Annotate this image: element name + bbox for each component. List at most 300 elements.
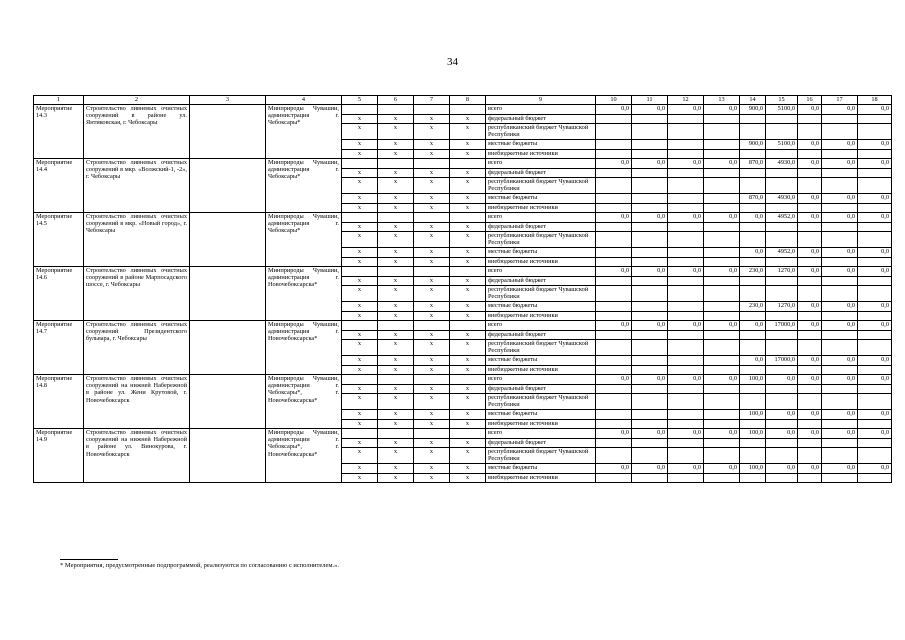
value-cell <box>740 330 766 340</box>
value-cell: 0,0 <box>858 302 892 312</box>
funding-source-label: местные бюджеты <box>486 356 596 366</box>
x-mark: x <box>378 124 414 140</box>
value-cell: 0,0 <box>822 159 858 169</box>
value-cell: 100,0 <box>740 429 766 439</box>
column-header: 14 <box>740 96 766 105</box>
footnote: * Мероприятия, предусмотренные подпрограммой, реализуются по согласованию с исполнителем.». <box>60 562 340 569</box>
value-cell <box>766 340 798 356</box>
value-cell <box>822 330 858 340</box>
value-cell <box>858 384 892 394</box>
x-mark: x <box>450 149 486 159</box>
value-cell <box>858 286 892 302</box>
value-cell <box>668 302 704 312</box>
value-cell <box>704 330 740 340</box>
empty-cell <box>342 267 378 277</box>
value-cell <box>740 149 766 159</box>
value-cell: 0,0 <box>822 410 858 420</box>
x-mark: x <box>378 438 414 448</box>
funding-source-label: федеральный бюджет <box>486 114 596 124</box>
value-cell: 0,0 <box>822 140 858 150</box>
value-cell <box>668 140 704 150</box>
value-cell: 0,0 <box>822 464 858 474</box>
value-cell <box>766 149 798 159</box>
x-mark: x <box>378 248 414 258</box>
funding-source-label: всего <box>486 213 596 223</box>
x-mark: x <box>378 222 414 232</box>
value-cell <box>668 340 704 356</box>
value-cell: 0,0 <box>858 140 892 150</box>
funding-source-label: федеральный бюджет <box>486 438 596 448</box>
column-header: 4 <box>266 96 342 105</box>
empty-cell <box>450 267 486 277</box>
x-mark: x <box>378 419 414 429</box>
value-cell <box>766 222 798 232</box>
value-cell <box>822 340 858 356</box>
x-mark: x <box>450 438 486 448</box>
funding-source-label: республиканский бюджет Чувашской Республики <box>486 286 596 302</box>
value-cell <box>596 448 632 464</box>
empty-cell <box>378 429 414 439</box>
value-cell <box>766 438 798 448</box>
value-cell <box>632 330 668 340</box>
column-header: 3 <box>190 96 266 105</box>
value-cell <box>822 232 858 248</box>
value-cell <box>822 394 858 410</box>
value-cell <box>632 356 668 366</box>
executor: Минприроды Чувашии, администрации г. Чебоксары*, г. Новочебоксарска* <box>266 429 342 483</box>
value-cell <box>798 311 822 321</box>
value-cell <box>596 302 632 312</box>
table-row <box>34 105 892 115</box>
value-cell <box>704 419 740 429</box>
empty-cell <box>378 213 414 223</box>
x-mark: x <box>450 384 486 394</box>
value-cell: 0,0 <box>596 105 632 115</box>
x-mark: x <box>342 194 378 204</box>
value-cell <box>858 124 892 140</box>
x-mark: x <box>378 232 414 248</box>
value-cell: 0,0 <box>858 248 892 258</box>
value-cell <box>596 194 632 204</box>
value-cell <box>858 203 892 213</box>
value-cell <box>766 286 798 302</box>
value-cell: 870,0 <box>740 159 766 169</box>
value-cell: 0,0 <box>798 213 822 223</box>
value-cell: 5100,0 <box>766 105 798 115</box>
activity-title: Строительство ливневых очистных сооружений в районе Марпосадского шоссе, г. Чебоксары <box>84 267 190 321</box>
funding-source-label: республиканский бюджет Чувашской Республики <box>486 124 596 140</box>
value-cell <box>668 473 704 483</box>
value-cell <box>668 330 704 340</box>
value-cell <box>858 276 892 286</box>
value-cell <box>704 438 740 448</box>
x-mark: x <box>342 203 378 213</box>
x-mark: x <box>342 114 378 124</box>
empty-cell <box>190 429 266 483</box>
value-cell: 0,0 <box>822 248 858 258</box>
value-cell <box>740 114 766 124</box>
funding-source-label: федеральный бюджет <box>486 330 596 340</box>
activity-title: Строительство ливневых очистных сооружений в районе ул. Янтиковская, г. Чебоксары <box>84 105 190 159</box>
value-cell: 0,0 <box>668 464 704 474</box>
value-cell <box>596 114 632 124</box>
value-cell: 0,0 <box>798 194 822 204</box>
value-cell <box>740 222 766 232</box>
empty-cell <box>342 321 378 331</box>
value-cell <box>596 222 632 232</box>
empty-cell <box>190 267 266 321</box>
executor: Минприроды Чувашии, администрация г. Чебоксары* <box>266 105 342 159</box>
value-cell <box>798 168 822 178</box>
value-cell <box>632 302 668 312</box>
value-cell <box>822 438 858 448</box>
value-cell <box>704 232 740 248</box>
x-mark: x <box>450 394 486 410</box>
value-cell <box>632 194 668 204</box>
value-cell <box>766 365 798 375</box>
x-mark: x <box>378 394 414 410</box>
value-cell: 0,0 <box>632 321 668 331</box>
empty-cell <box>190 375 266 429</box>
x-mark: x <box>450 124 486 140</box>
value-cell <box>798 232 822 248</box>
value-cell: 0,0 <box>858 194 892 204</box>
funding-source-label: республиканский бюджет Чувашской Республики <box>486 448 596 464</box>
value-cell: 0,0 <box>798 248 822 258</box>
funding-source-label: федеральный бюджет <box>486 222 596 232</box>
table-row <box>34 267 892 277</box>
value-cell <box>740 257 766 267</box>
value-cell <box>822 448 858 464</box>
x-mark: x <box>378 257 414 267</box>
value-cell <box>798 365 822 375</box>
x-mark: x <box>414 168 450 178</box>
value-cell <box>740 365 766 375</box>
value-cell <box>766 203 798 213</box>
funding-source-label: всего <box>486 375 596 385</box>
value-cell <box>858 311 892 321</box>
value-cell: 0,0 <box>798 429 822 439</box>
value-cell: 0,0 <box>822 356 858 366</box>
x-mark: x <box>378 286 414 302</box>
empty-cell <box>378 267 414 277</box>
value-cell <box>668 356 704 366</box>
footnote-divider <box>60 559 118 560</box>
activity-title: Строительство ливневых очистных сооружений на нижней Набережной в районе ул. Винокурова, г. Новочебоксарск <box>84 429 190 483</box>
value-cell: 0,0 <box>668 321 704 331</box>
funding-source-label: всего <box>486 159 596 169</box>
funding-source-label: внебюджетные источники <box>486 473 596 483</box>
value-cell <box>858 257 892 267</box>
x-mark: x <box>450 178 486 194</box>
column-header: 11 <box>632 96 668 105</box>
x-mark: x <box>378 330 414 340</box>
value-cell <box>798 203 822 213</box>
empty-cell <box>342 159 378 169</box>
value-cell <box>704 410 740 420</box>
value-cell: 230,0 <box>740 267 766 277</box>
value-cell <box>858 114 892 124</box>
empty-cell <box>450 321 486 331</box>
value-cell <box>740 203 766 213</box>
x-mark: x <box>342 178 378 194</box>
value-cell <box>668 448 704 464</box>
funding-source-label: всего <box>486 321 596 331</box>
value-cell <box>596 149 632 159</box>
x-mark: x <box>378 384 414 394</box>
value-cell <box>704 248 740 258</box>
value-cell: 1270,0 <box>766 267 798 277</box>
value-cell <box>858 340 892 356</box>
value-cell <box>740 448 766 464</box>
value-cell: 0,0 <box>822 194 858 204</box>
value-cell <box>858 438 892 448</box>
executor: Минприроды Чувашии, администрации г. Чебоксары*, г. Новочебоксарска* <box>266 375 342 429</box>
x-mark: x <box>450 311 486 321</box>
value-cell <box>740 276 766 286</box>
value-cell <box>596 438 632 448</box>
value-cell <box>798 340 822 356</box>
x-mark: x <box>378 302 414 312</box>
x-mark: x <box>378 194 414 204</box>
value-cell <box>596 473 632 483</box>
budget-table <box>33 95 892 483</box>
value-cell: 0,0 <box>798 321 822 331</box>
x-mark: x <box>450 340 486 356</box>
x-mark: x <box>450 286 486 302</box>
x-mark: x <box>342 276 378 286</box>
value-cell <box>668 257 704 267</box>
value-cell <box>704 340 740 356</box>
value-cell: 0,0 <box>798 302 822 312</box>
funding-source-label: местные бюджеты <box>486 194 596 204</box>
value-cell <box>766 419 798 429</box>
value-cell <box>858 473 892 483</box>
value-cell: 0,0 <box>596 213 632 223</box>
value-cell <box>668 276 704 286</box>
x-mark: x <box>414 178 450 194</box>
x-mark: x <box>342 464 378 474</box>
value-cell <box>596 140 632 150</box>
x-mark: x <box>342 140 378 150</box>
value-cell <box>668 248 704 258</box>
activity-id: Мероприятие 14.9 <box>34 429 84 483</box>
funding-source-label: внебюджетные источники <box>486 365 596 375</box>
value-cell: 0,0 <box>668 267 704 277</box>
empty-cell <box>190 105 266 159</box>
empty-cell <box>378 105 414 115</box>
value-cell <box>798 384 822 394</box>
value-cell <box>740 168 766 178</box>
value-cell <box>740 124 766 140</box>
value-cell <box>632 124 668 140</box>
value-cell <box>596 203 632 213</box>
value-cell <box>704 302 740 312</box>
executor: Минприроды Чувашии, администрация г. Чебоксары* <box>266 159 342 213</box>
x-mark: x <box>450 302 486 312</box>
x-mark: x <box>378 410 414 420</box>
value-cell <box>668 203 704 213</box>
x-mark: x <box>342 384 378 394</box>
funding-source-label: внебюджетные источники <box>486 311 596 321</box>
x-mark: x <box>378 340 414 356</box>
value-cell <box>858 419 892 429</box>
x-mark: x <box>378 276 414 286</box>
x-mark: x <box>414 140 450 150</box>
value-cell: 0,0 <box>858 213 892 223</box>
x-mark: x <box>414 232 450 248</box>
value-cell <box>632 257 668 267</box>
value-cell: 230,0 <box>740 302 766 312</box>
value-cell <box>858 365 892 375</box>
value-cell <box>668 438 704 448</box>
x-mark: x <box>450 203 486 213</box>
x-mark: x <box>414 464 450 474</box>
value-cell <box>704 124 740 140</box>
x-mark: x <box>414 203 450 213</box>
empty-cell <box>342 429 378 439</box>
x-mark: x <box>450 248 486 258</box>
value-cell: 0,0 <box>704 375 740 385</box>
column-header: 18 <box>858 96 892 105</box>
value-cell <box>822 168 858 178</box>
x-mark: x <box>414 114 450 124</box>
value-cell: 900,0 <box>740 140 766 150</box>
value-cell <box>740 178 766 194</box>
value-cell <box>822 365 858 375</box>
value-cell <box>822 473 858 483</box>
empty-cell <box>378 321 414 331</box>
x-mark: x <box>450 232 486 248</box>
value-cell <box>740 419 766 429</box>
value-cell <box>632 203 668 213</box>
x-mark: x <box>414 384 450 394</box>
column-header: 2 <box>84 96 190 105</box>
activity-id: Мероприятие 14.5 <box>34 213 84 267</box>
column-header: 6 <box>378 96 414 105</box>
value-cell <box>766 124 798 140</box>
value-cell <box>704 311 740 321</box>
x-mark: x <box>342 311 378 321</box>
value-cell: 17000,0 <box>766 321 798 331</box>
value-cell <box>632 232 668 248</box>
value-cell: 0,0 <box>668 375 704 385</box>
x-mark: x <box>378 168 414 178</box>
value-cell <box>668 124 704 140</box>
value-cell <box>766 257 798 267</box>
value-cell: 0,0 <box>822 302 858 312</box>
x-mark: x <box>450 365 486 375</box>
empty-cell <box>378 375 414 385</box>
column-header: 13 <box>704 96 740 105</box>
value-cell: 0,0 <box>704 159 740 169</box>
table-row <box>34 375 892 385</box>
value-cell <box>704 473 740 483</box>
value-cell <box>766 473 798 483</box>
activity-id: Мероприятие 14.7 <box>34 321 84 375</box>
value-cell <box>668 394 704 410</box>
value-cell <box>632 394 668 410</box>
column-header: 7 <box>414 96 450 105</box>
value-cell <box>632 149 668 159</box>
funding-source-label: федеральный бюджет <box>486 276 596 286</box>
value-cell: 0,0 <box>596 375 632 385</box>
x-mark: x <box>342 149 378 159</box>
value-cell <box>798 124 822 140</box>
empty-cell <box>414 267 450 277</box>
activity-title: Строительство ливневых очистных сооружений на нижней Набережной в районе ул. Жени Крутовой, г. Новочебоксарск <box>84 375 190 429</box>
value-cell: 0,0 <box>632 429 668 439</box>
value-cell: 4952,0 <box>766 213 798 223</box>
value-cell: 0,0 <box>632 375 668 385</box>
value-cell <box>596 168 632 178</box>
x-mark: x <box>414 473 450 483</box>
value-cell <box>740 473 766 483</box>
funding-source-label: местные бюджеты <box>486 464 596 474</box>
value-cell: 0,0 <box>704 321 740 331</box>
value-cell <box>596 419 632 429</box>
value-cell: 0,0 <box>704 429 740 439</box>
value-cell: 900,0 <box>740 105 766 115</box>
value-cell <box>704 356 740 366</box>
value-cell <box>632 410 668 420</box>
value-cell: 0,0 <box>632 105 668 115</box>
value-cell: 0,0 <box>798 356 822 366</box>
x-mark: x <box>342 473 378 483</box>
value-cell: 100,0 <box>740 464 766 474</box>
x-mark: x <box>450 257 486 267</box>
x-mark: x <box>378 311 414 321</box>
value-cell <box>798 473 822 483</box>
funding-source-label: федеральный бюджет <box>486 384 596 394</box>
x-mark: x <box>450 140 486 150</box>
value-cell <box>596 384 632 394</box>
x-mark: x <box>414 394 450 410</box>
value-cell <box>596 232 632 248</box>
value-cell: 0,0 <box>858 375 892 385</box>
x-mark: x <box>378 365 414 375</box>
value-cell: 4930,0 <box>766 159 798 169</box>
value-cell <box>704 365 740 375</box>
x-mark: x <box>450 194 486 204</box>
value-cell <box>822 419 858 429</box>
x-mark: x <box>378 114 414 124</box>
x-mark: x <box>342 365 378 375</box>
value-cell <box>798 149 822 159</box>
value-cell: 4930,0 <box>766 194 798 204</box>
empty-cell <box>450 375 486 385</box>
x-mark: x <box>450 356 486 366</box>
value-cell <box>668 114 704 124</box>
funding-source-label: всего <box>486 267 596 277</box>
page-number: 34 <box>447 56 458 68</box>
activity-id: Мероприятие 14.6 <box>34 267 84 321</box>
activity-id: Мероприятие 14.3 <box>34 105 84 159</box>
value-cell <box>596 286 632 302</box>
value-cell <box>596 311 632 321</box>
value-cell <box>704 194 740 204</box>
funding-source-label: внебюджетные источники <box>486 203 596 213</box>
value-cell <box>704 178 740 194</box>
x-mark: x <box>414 149 450 159</box>
x-mark: x <box>414 330 450 340</box>
value-cell <box>596 410 632 420</box>
value-cell <box>798 286 822 302</box>
x-mark: x <box>342 394 378 410</box>
value-cell <box>704 203 740 213</box>
value-cell: 0,0 <box>596 429 632 439</box>
value-cell <box>596 365 632 375</box>
